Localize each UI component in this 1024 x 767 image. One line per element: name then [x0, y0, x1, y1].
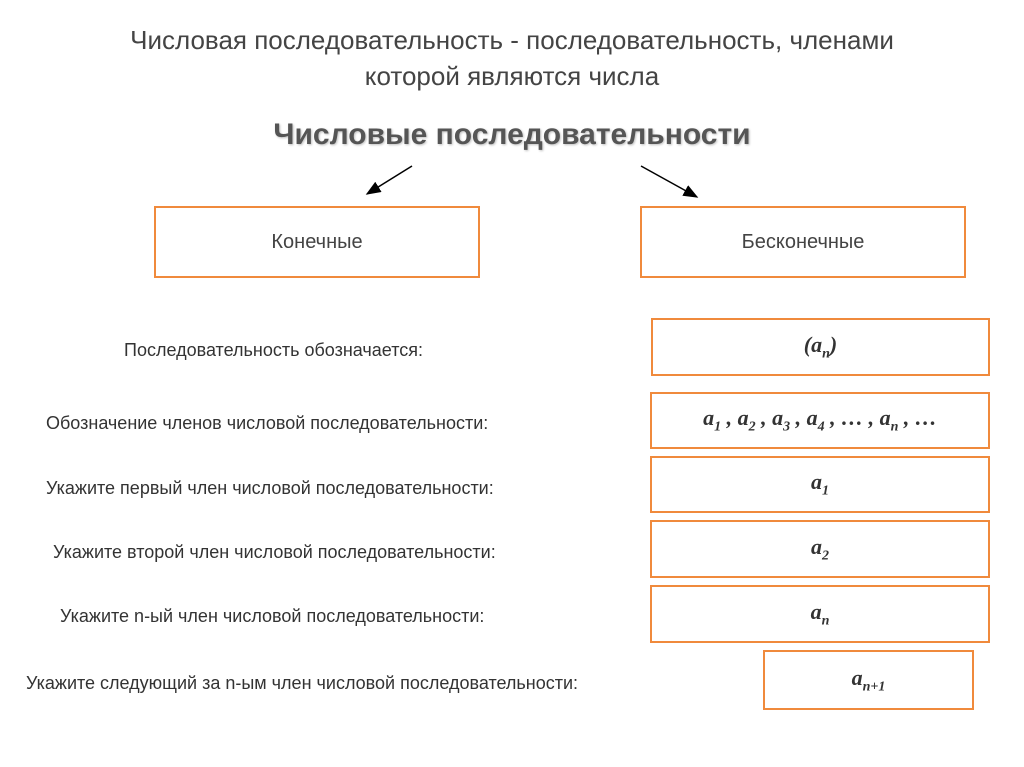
answer-first-member: $a_1$ — [811, 469, 829, 499]
answer-members: $a_1$ , $a_2$ , $a_3$ , $a_4$ , … , $a_n$ , … — [703, 405, 937, 435]
question-second-member: Укажите второй член числовой последовательности: — [53, 542, 496, 562]
answer-box-members — [650, 392, 990, 449]
question-notation: Последовательность обозначается: — [124, 340, 423, 360]
question-nth-member: Укажите n-ый член числовой последовательности: — [60, 606, 485, 626]
answer-box-second-member — [650, 520, 990, 578]
answer-box-first-member — [650, 456, 990, 513]
answer-second-member: $a_2$ — [811, 533, 829, 564]
question-first-member: Укажите первый член числовой последовательности: — [46, 478, 494, 498]
answer-box-notation — [651, 318, 990, 376]
answer-notation: $(a_n)$ — [803, 331, 838, 362]
arrow-left — [367, 166, 412, 194]
infinite-label: Бесконечные — [741, 230, 865, 253]
answer-nth-member: $a_n$ — [810, 598, 830, 629]
arrow-right — [641, 166, 697, 197]
infinite-box — [640, 206, 966, 278]
answer-next-member: $a_{n+1}$ — [851, 664, 886, 695]
question-members: Обозначение членов числовой последовательности: — [46, 413, 489, 433]
finite-box — [154, 206, 480, 278]
header-line-2: которой являются числа — [364, 61, 660, 91]
answer-box-nth-member — [650, 585, 990, 643]
finite-label: Конечные — [271, 230, 363, 253]
header-line-1: Числовая последовательность - последовательность, членами — [130, 25, 894, 55]
question-next-member: Укажите следующий за n-ым член числовой последовательности: — [26, 673, 579, 693]
answer-box-next-member — [763, 650, 974, 710]
subtitle: Числовые последовательности — [273, 118, 751, 151]
